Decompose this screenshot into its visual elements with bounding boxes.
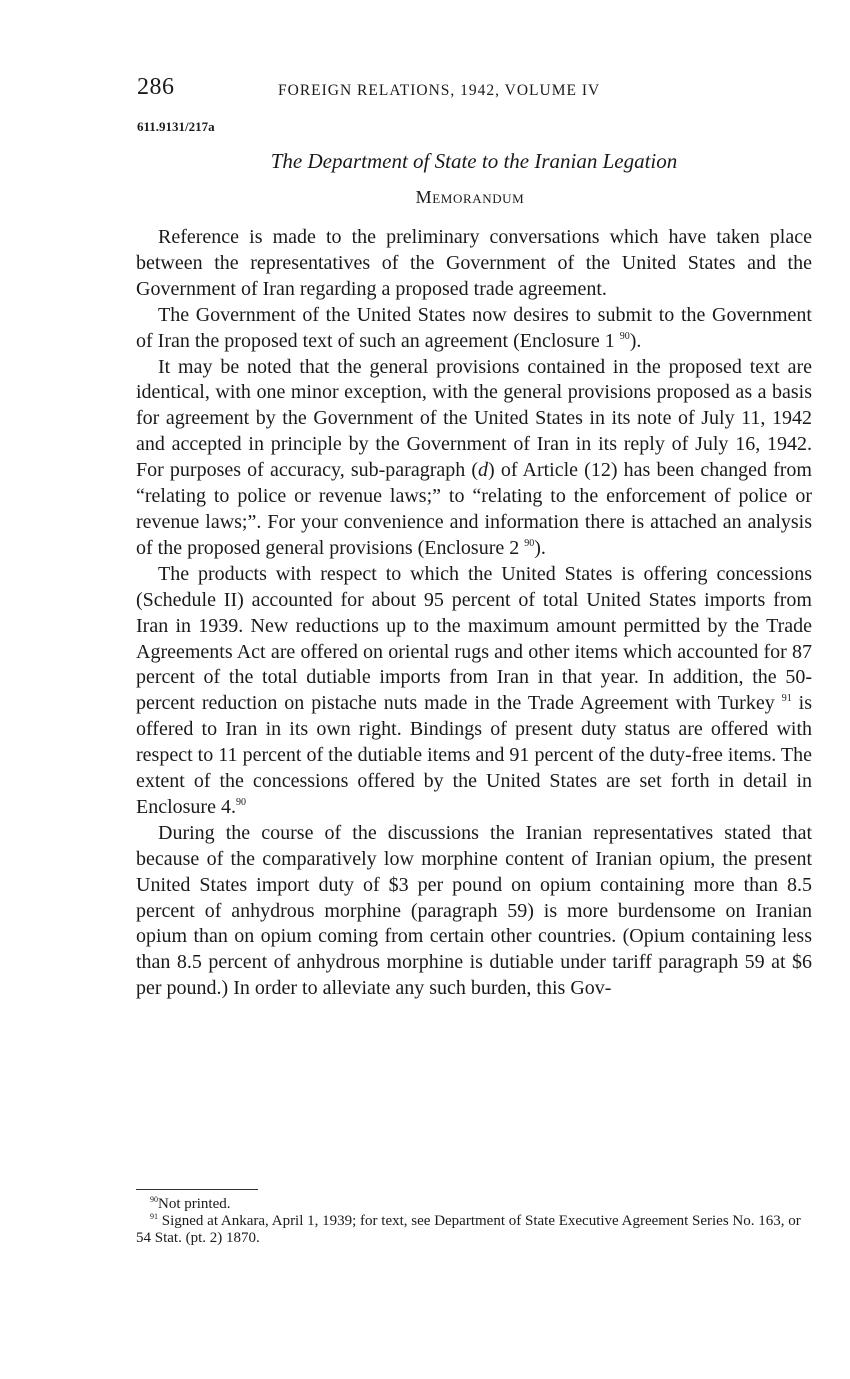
footnote-ref-90: 90 <box>235 796 246 808</box>
footnotes <box>136 1196 812 1247</box>
footnote-90-text: Not printed. <box>158 1196 231 1212</box>
paragraph-3-subpara-letter: d <box>478 459 489 482</box>
footnote-mark-91: 91 <box>150 1212 158 1221</box>
footnote-90 <box>136 1196 812 1213</box>
footnote-ref-90: 90 <box>524 537 535 549</box>
paragraph-2-text: The Government of the United States now desires to submit to the Government of Iran the proposed text of such an agreement (Enclosure 1 <box>136 303 812 352</box>
paragraph-3 <box>136 355 812 562</box>
memorandum-heading: Memorandum <box>415 187 525 207</box>
footnote-rule <box>136 1189 258 1190</box>
memorandum-body <box>136 225 812 1002</box>
paragraph-4 <box>136 562 812 821</box>
footnote-ref-91: 91 <box>781 693 792 705</box>
paragraph-2-end: ). <box>629 329 642 352</box>
paragraph-5: During the course of the discussions the Iranian representatives stated that because of the comparatively low morphine content of Iranian opium, the present United States import duty of $3 per pound on opium containing more than 8.5 percent of anhydrous morphine (paragraph 59) is more burdensome on Iranian opium than on opium coming from certain other countries. (Opium containing less than 8.5 percent of anhydrous morphine is dutiable under tariff paragraph 59 at $6 per pound.) In order to alleviate any such burden, this Gov- <box>136 821 812 1000</box>
file-number: 611.9131/217a <box>137 119 215 134</box>
footnote-91-text: Signed at Ankara, April 1, 1939; for text, see Department of State Executive Agreement Series No. 163, or 54 Stat. (pt. 2) 1870. <box>136 1213 801 1246</box>
page-number: 286 <box>137 74 175 100</box>
paragraph-4-text-b: is offered to Iran in its own right. Bindings of present duty status are offered with respect to 11 percent of the dutiable items and 91 percent of the duty-free items. The extent of the concessions offered by the United States are set forth in detail in Enclosure 4. <box>136 692 812 818</box>
paragraph-1: Reference is made to the preliminary conversations which have taken place between the representatives of the Government of the United States and the Government of Iran regarding a proposed trade agreement. <box>136 226 812 300</box>
footnote-ref-90: 90 <box>619 330 630 342</box>
document-title: The Department of State to the Iranian Legation <box>270 149 678 173</box>
paragraph-3-text-a: It may be noted that the general provisions contained in the proposed text are identical, with one minor exception, with the general provisions proposed as a basis for agreement by the Government of the United States in its note of July 11, 1942 and accepted in principle by the Government of Iran in its reply of July 16, 1942. For purposes of accuracy, sub-paragraph ( <box>136 355 812 482</box>
paragraph-4-text-a: The products with respect to which the United States is offering concessions (Schedule II) accounted for about 95 percent of total United States imports from Iran in 1939. New reductions up to the maximum amount permitted by the Trade Agreements Act are offered on oriental rugs and other items which accounted for 87 percent of the total dutiable imports from Iran in that year. In addition, the 50-percent reduction on pistache nuts made in the Trade Agreement with Turkey <box>136 562 812 715</box>
paragraph-3-text-b: ) of Article (12) has been changed from “relating to police or revenue laws;” to “relating to the enforcement of police or revenue laws;”. For your convenience and information there is attached an analysis of the proposed general provisions (Enclosure 2 <box>136 459 812 559</box>
footnote-91 <box>136 1213 812 1247</box>
footnote-mark-90: 90 <box>150 1195 158 1204</box>
paragraph-3-end: ). <box>534 536 546 559</box>
running-head: FOREIGN RELATIONS, 1942, VOLUME IV <box>278 82 601 99</box>
paragraph-2 <box>136 303 812 355</box>
